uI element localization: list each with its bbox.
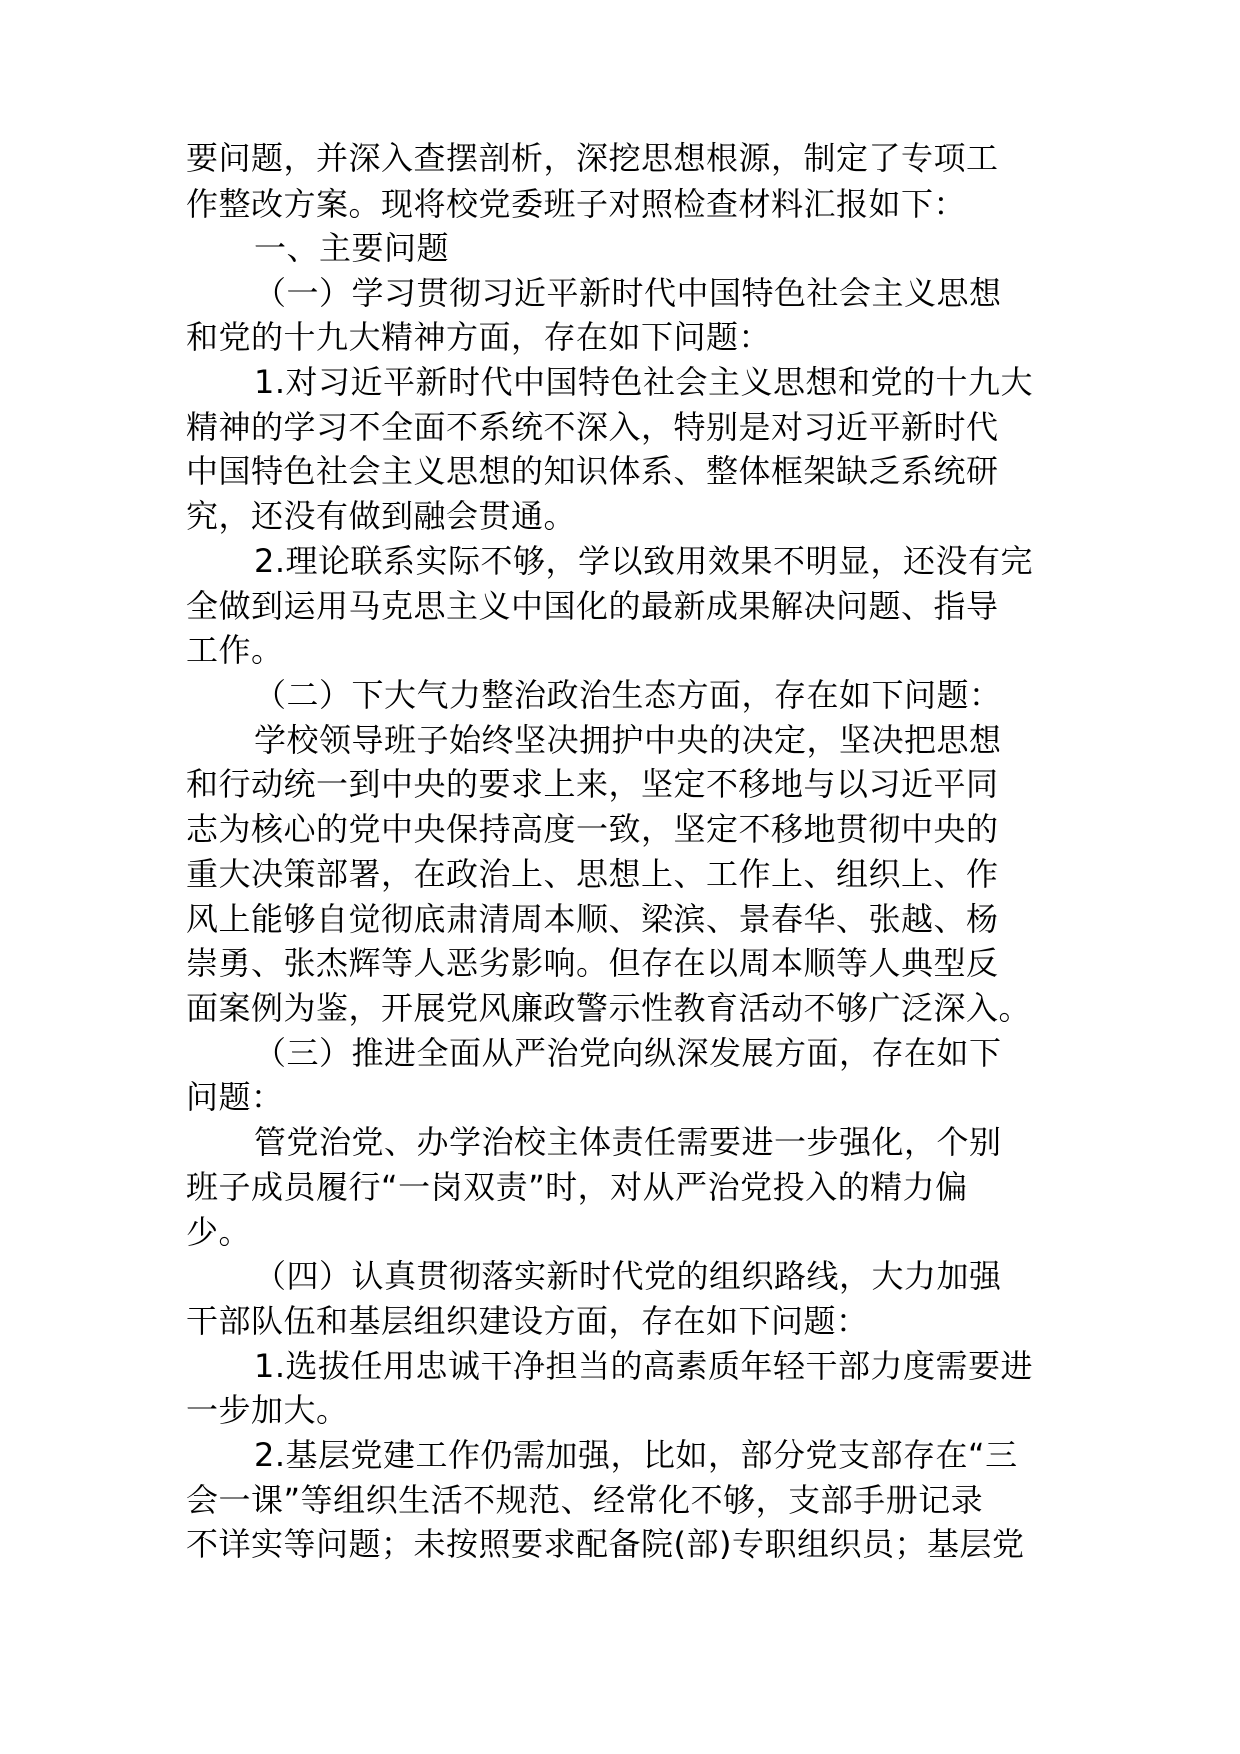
text-line: 志为核心的党中央保持高度一致，坚定不移地贯彻中央的	[186, 810, 999, 848]
paragraph-start: 2.理论联系实际不够，学以致用效果不明显，还没有完	[254, 542, 1034, 580]
paragraph-start: 学校领导班子始终坚决拥护中央的决定，坚决把思想	[254, 721, 1002, 759]
text-line: 工作。	[186, 631, 284, 669]
subsection-heading: （四）认真贯彻落实新时代党的组织路线，大力加强	[254, 1257, 1002, 1295]
text-line: 面案例为鉴，开展党风廉政警示性教育活动不够广泛深入。	[186, 989, 1032, 1027]
text-line: 中国特色社会主义思想的知识体系、整体框架缺乏系统研	[186, 452, 999, 490]
subsection-heading: （三）推进全面从严治党向纵深发展方面，存在如下	[254, 1034, 1002, 1072]
text-line: 问题：	[186, 1078, 284, 1116]
text-line: 会一课”等组织生活不规范、经常化不够，支部手册记录	[186, 1481, 984, 1519]
text-line: 和党的十九大精神方面，存在如下问题：	[186, 318, 772, 356]
paragraph-start: 1.选拔任用忠诚干净担当的高素质年轻干部力度需要进	[254, 1347, 1034, 1385]
text-line: 全做到运用马克思主义中国化的最新成果解决问题、指导	[186, 587, 999, 625]
text-line: 少。	[186, 1213, 252, 1251]
text-line: 究，还没有做到融会贯通。	[186, 497, 577, 535]
text-line: 重大决策部署，在政治上、思想上、工作上、组织上、作	[186, 855, 999, 893]
text-line: 不详实等问题；未按照要求配备院(部)专职组织员；基层党	[186, 1525, 1025, 1563]
text-line: 和行动统一到中央的要求上来，坚定不移地与以习近平同	[186, 765, 999, 803]
text-line: 风上能够自觉彻底肃清周本顺、梁滨、景春华、张越、杨	[186, 900, 999, 938]
text-line: 作整改方案。现将校党委班子对照检查材料汇报如下：	[186, 185, 967, 223]
section-heading: 一、主要问题	[254, 229, 450, 267]
subsection-heading: （二）下大气力整治政治生态方面，存在如下问题：	[254, 676, 1002, 714]
paragraph-start: 2.基层党建工作仍需加强，比如，部分党支部存在“三	[254, 1436, 1018, 1474]
text-line: 崇勇、张杰辉等人恶劣影响。但存在以周本顺等人典型反	[186, 944, 999, 982]
text-line: 要问题，并深入查摆剖析，深挖思想根源，制定了专项工	[186, 139, 999, 177]
paragraph-start: 管党治党、办学治校主体责任需要进一步强化，个别	[254, 1123, 1002, 1161]
text-line: 精神的学习不全面不系统不深入，特别是对习近平新时代	[186, 408, 999, 446]
subsection-heading: （一）学习贯彻习近平新时代中国特色社会主义思想	[254, 274, 1002, 312]
text-line: 一步加大。	[186, 1391, 349, 1429]
text-line: 干部队伍和基层组织建设方面，存在如下问题：	[186, 1302, 869, 1340]
text-line: 班子成员履行“一岗双责”时，对从严治党投入的精力偏	[186, 1168, 968, 1206]
paragraph-start: 1.对习近平新时代中国特色社会主义思想和党的十九大	[254, 363, 1034, 401]
